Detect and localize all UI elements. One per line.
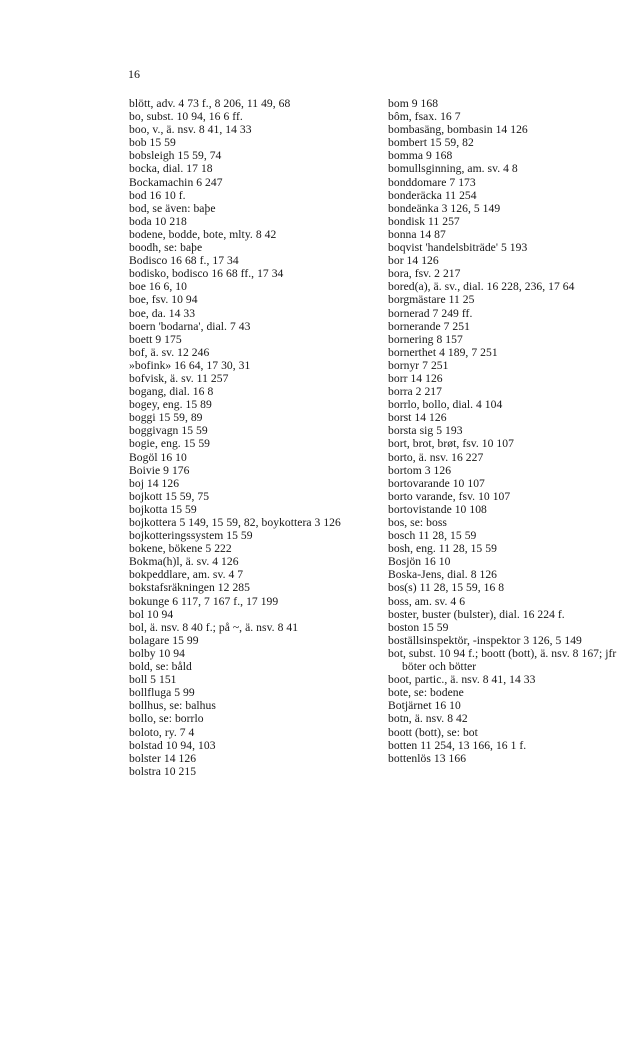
- index-entry: bortom 3 126: [388, 463, 452, 477]
- index-entry: botn, ä. nsv. 8 42: [388, 712, 468, 726]
- index-entry: bomullsginning, am. sv. 4 8: [388, 162, 518, 176]
- index-entry: boern 'bodarna', dial. 7 43: [129, 319, 251, 333]
- index-entry: Bockamachin 6 247: [129, 175, 223, 189]
- index-entry: bojkotta 15 59: [129, 502, 197, 516]
- index-entry: bonna 14 87: [388, 227, 446, 241]
- index-entry: boett 9 175: [129, 332, 182, 346]
- index-entry: bod, se även: baþe: [129, 201, 216, 215]
- index-entry: bolstad 10 94, 103: [129, 738, 216, 752]
- index-entry: bortovarande 10 107: [388, 476, 485, 490]
- index-entry: boodh, se: baþe: [129, 241, 203, 255]
- index-entry: bombert 15 59, 82: [388, 136, 474, 150]
- index-entry: bollfluga 5 99: [129, 686, 195, 700]
- index-entry: bolby 10 94: [129, 646, 185, 660]
- index-entry: boo, v., ä. nsv. 8 41, 14 33: [129, 123, 252, 137]
- index-entry: bote, se: bodene: [388, 686, 464, 700]
- index-entry: bornerthet 4 189, 7 251: [388, 345, 498, 359]
- index-entry: bollo, se: borrlo: [129, 712, 204, 726]
- index-entry: bobsleigh 15 59, 74: [129, 149, 222, 163]
- index-entry: bornering 8 157: [388, 332, 463, 346]
- index-entry: botten 11 254, 13 166, 16 1 f.: [388, 738, 527, 752]
- index-entry: boott (bott), se: bot: [388, 725, 478, 739]
- right-index-column: [388, 97, 632, 765]
- index-entry: borr 14 126: [388, 371, 443, 385]
- index-entry: bom 9 168: [388, 97, 439, 110]
- index-entry: bokunge 6 117, 7 167 f., 17 199: [129, 594, 279, 608]
- index-entry: bold, se: båld: [129, 660, 192, 674]
- index-entry: bos, se: boss: [388, 516, 447, 529]
- index-entry: boda 10 218: [129, 214, 187, 228]
- index-entry: boe, fsv. 10 94: [129, 293, 198, 307]
- index-entry: bol 10 94: [129, 607, 174, 621]
- index-entry: borst 14 126: [388, 411, 447, 425]
- index-entry: bo, subst. 10 94, 16 6 ff.: [129, 110, 243, 124]
- index-entry: boss, am. sv. 4 6: [388, 594, 466, 608]
- index-entry: bogang, dial. 16 8: [129, 385, 214, 399]
- index-entry: Botjärnet 16 10: [388, 699, 461, 713]
- index-entry: boqvist 'handelsbiträde' 5 193: [388, 241, 528, 255]
- index-entry: bolstra 10 215: [129, 764, 197, 778]
- index-entry: bofvisk, ä. sv. 11 257: [129, 371, 229, 385]
- index-entry: bolster 14 126: [129, 751, 197, 765]
- index-entry: bof, ä. sv. 12 246: [129, 345, 210, 359]
- index-entry: bogey, eng. 15 89: [129, 398, 212, 412]
- index-entry: bor 14 126: [388, 254, 439, 268]
- index-entry: bondisk 11 257: [388, 214, 460, 228]
- index-entry: bornyr 7 251: [388, 358, 449, 372]
- index-entry: boot, partic., ä. nsv. 8 41, 14 33: [388, 673, 536, 687]
- index-entry: »bofink» 16 64, 17 30, 31: [129, 358, 251, 372]
- index-entry: bojkotteringssystem 15 59: [129, 529, 253, 543]
- index-entry: borra 2 217: [388, 385, 442, 399]
- index-entry: Bosjön 16 10: [388, 555, 451, 569]
- index-entry: bogie, eng. 15 59: [129, 437, 211, 451]
- index-entry: bojkottera 5 149, 15 59, 82, boykottera 3 126: [129, 516, 341, 529]
- index-entry: borto varande, fsv. 10 107: [388, 489, 511, 503]
- index-entry: bol, ä. nsv. 8 40 f.; på ~, ä. nsv. 8 41: [129, 620, 299, 634]
- index-entry: Bokma(h)l, ä. sv. 4 126: [129, 555, 239, 569]
- index-entry: boställsinspektör, -inspektor 3 126, 5 149: [388, 633, 582, 647]
- index-entry: bot, subst. 10 94 f.; boott (bott), ä. nsv. 8 167; jfr böter och bötter: [388, 646, 617, 674]
- index-entry: bomma 9 168: [388, 149, 453, 163]
- index-entry: bodisko, bodisco 16 68 ff., 17 34: [129, 267, 284, 281]
- index-entry: bosh, eng. 11 28, 15 59: [388, 542, 497, 556]
- index-entry: bob 15 59: [129, 136, 176, 150]
- index-entry: borrlo, bollo, dial. 4 104: [388, 398, 503, 412]
- index-entry: bod 16 10 f.: [129, 188, 186, 202]
- index-entry: bottenlös 13 166: [388, 751, 467, 765]
- index-entry: bokpeddlare, am. sv. 4 7: [129, 568, 244, 582]
- index-entry: bocka, dial. 17 18: [129, 162, 213, 176]
- index-entry: boe 16 6, 10: [129, 280, 187, 294]
- index-entry: bolagare 15 99: [129, 633, 199, 647]
- index-entry: Bogöl 16 10: [129, 450, 187, 464]
- index-entry: boj 14 126: [129, 476, 180, 490]
- index-entry: bokstafsräkningen 12 285: [129, 581, 250, 595]
- index-entry: bokene, bökene 5 222: [129, 542, 232, 556]
- index-entry: bortovistande 10 108: [388, 502, 487, 516]
- index-entry: blött, adv. 4 73 f., 8 206, 11 49, 68: [129, 97, 291, 110]
- index-entry: boggi 15 59, 89: [129, 411, 203, 425]
- index-entry: bonddomare 7 173: [388, 175, 476, 189]
- index-entry: bombasäng, bombasin 14 126: [388, 123, 528, 137]
- page-number: 16: [128, 67, 140, 81]
- left-index-column: [129, 97, 379, 778]
- index-entry: bornerande 7 251: [388, 319, 470, 333]
- index-entry: boe, da. 14 33: [129, 306, 196, 320]
- index-entry: bornerad 7 249 ff.: [388, 306, 473, 320]
- index-entry: bollhus, se: balhus: [129, 699, 216, 713]
- index-entry: borgmästare 11 25: [388, 293, 475, 307]
- index-entry: Boivie 9 176: [129, 463, 190, 477]
- index-entry: bondeänka 3 126, 5 149: [388, 201, 501, 215]
- index-entry: bôm, fsax. 16 7: [388, 110, 461, 124]
- index-entry: borsta sig 5 193: [388, 424, 463, 438]
- index-entry: boloto, ry. 7 4: [129, 725, 195, 739]
- index-entry: Boska-Jens, dial. 8 126: [388, 568, 498, 582]
- index-entry: bora, fsv. 2 217: [388, 267, 461, 281]
- index-entry: bort, brot, brøt, fsv. 10 107: [388, 437, 514, 451]
- index-entry: borto, ä. nsv. 16 227: [388, 450, 484, 464]
- index-entry: bored(a), ä. sv., dial. 16 228, 236, 17 64: [388, 280, 575, 294]
- index-entry: boll 5 151: [129, 673, 177, 687]
- index-entry: boston 15 59: [388, 620, 449, 634]
- index-entry: bos(s) 11 28, 15 59, 16 8: [388, 581, 505, 595]
- index-entry: boggivagn 15 59: [129, 424, 208, 438]
- index-entry: bosch 11 28, 15 59: [388, 529, 477, 543]
- index-entry: bonderäcka 11 254: [388, 188, 477, 202]
- index-entry: bodene, bodde, bote, mlty. 8 42: [129, 227, 277, 241]
- index-entry: boster, buster (bulster), dial. 16 224 f.: [388, 607, 565, 621]
- index-entry: bojkott 15 59, 75: [129, 489, 210, 503]
- index-entry: Bodisco 16 68 f., 17 34: [129, 254, 239, 268]
